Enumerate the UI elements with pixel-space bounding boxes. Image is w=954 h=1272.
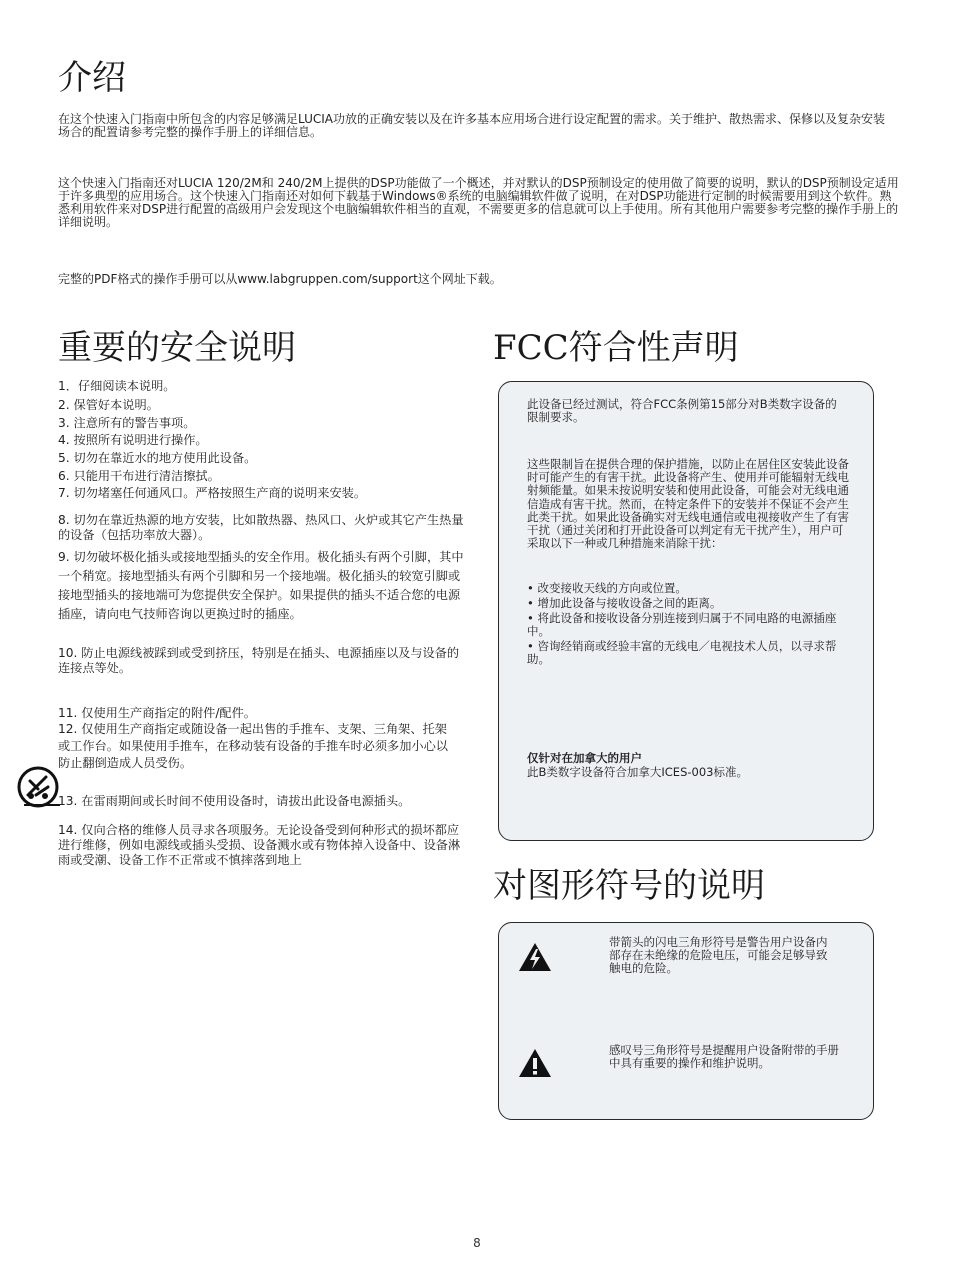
fcc-box xyxy=(498,381,874,841)
symbols-heading: 对图形符号的说明 xyxy=(493,866,765,906)
intro-paragraph-2: 这个快速入门指南还对LUCIA 120/2M和 240/2M上提供的DSP功能做了一个概述，并对默认的DSP预制设定的使用做了简要的说明，默认的DSP预制设定适用于许多典型的应用场合。这个快速入门指南还对如何下载基于Windows®系统的电脑编辑软件做了说明，在对DSP功能进行定制的时候需要用到这个软件。熟悉利用软件来对DSP进行配置的高级用户会发现这个电脑编辑软件相当的直观，不需要更多的信息就可以上手使用。所有其他用户需要参考完整的操作手册上的详细说明。 xyxy=(58,176,899,229)
safety-item-4: 4. 按照所有说明进行操作。 xyxy=(58,433,208,447)
exclamation-triangle-icon xyxy=(517,1047,553,1079)
safety-heading: 重要的安全说明 xyxy=(58,328,296,368)
safety-item-8: 8. 切勿在靠近热源的地方安装，比如散热器、热风口、火炉或其它产生热量的设备（包括功率放大器）。 xyxy=(58,513,464,542)
lightning-symbol-text: 带箭头的闪电三角形符号是警告用户设备内部存在未绝缘的危险电压，可能会足够导致触电的危险。 xyxy=(609,935,828,975)
fcc-bullet-2: • 增加此设备与接收设备之间的距离。 xyxy=(527,596,722,610)
safety-item-11: 11. 仅使用生产商指定的附件/配件。 xyxy=(58,706,256,720)
safety-item-2: 2. 保管好本说明。 xyxy=(58,398,159,412)
intro-heading: 介绍 xyxy=(58,58,126,98)
intro-paragraph-1: 在这个快速入门指南中所包含的内容足够满足LUCIA功放的正确安装以及在许多基本应用场合进行设定配置的需求。关于维护、散热需求、保修以及复杂安装场合的配置请参考完整的操作手册上的详细信息。 xyxy=(58,112,886,139)
fcc-canada-title: 仅针对在加拿大的用户 xyxy=(527,751,642,765)
safety-item-10: 10. 防止电源线被踩到或受到挤压，特别是在插头、电源插座以及与设备的连接点等处。 xyxy=(58,646,460,675)
page-number: 8 xyxy=(473,1236,481,1250)
safety-item-13: 13. 在雷雨期间或长时间不使用设备时，请拔出此设备电源插头。 xyxy=(58,794,411,808)
safety-item-1: 1．仔细阅读本说明。 xyxy=(58,379,176,393)
exclamation-symbol-text: 感叹号三角形符号是提醒用户设备附带的手册中具有重要的操作和维护说明。 xyxy=(609,1043,839,1070)
safety-item-3: 3. 注意所有的警告事项。 xyxy=(58,416,196,430)
fcc-bullet-3: • 将此设备和接收设备分别连接到归属于不同电路的电源插座中。 xyxy=(527,611,837,638)
fcc-bullet-1: • 改变接收天线的方向或位置。 xyxy=(527,581,687,595)
fcc-bullet-list xyxy=(527,582,851,666)
intro-paragraph-3: 完整的PDF格式的操作手册可以从www.labgruppen.com/support这个网址下载。 xyxy=(58,272,502,286)
lightning-triangle-icon xyxy=(517,941,553,973)
fcc-heading: FCC符合性声明 xyxy=(493,328,739,368)
symbols-box xyxy=(498,922,874,1120)
fcc-canada-text: 此B类数字设备符合加拿大ICES-003标准。 xyxy=(527,765,748,779)
fcc-paragraph-2: 这些限制旨在提供合理的保护措施，以防止在居住区安装此设备时可能产生的有害干扰。此设备将产生、使用并可能辐射无线电射频能量。如果未按说明安装和使用此设备，可能会对无线电通信造成有害干扰。然而，在特定条件下的安装并不保证不会产生此类干扰。如果此设备确实对无线电通信或电视接收产生了有害干扰（通过关闭和打开此设备可以判定有无干扰产生），用户可采取以下一种或几种措施来消除干扰： xyxy=(527,457,849,551)
fcc-paragraph-1: 此设备已经过测试，符合FCC条例第15部分对B类数字设备的限制要求。 xyxy=(527,397,837,424)
safety-item-6: 6. 只能用干布进行清洁擦拭。 xyxy=(58,469,220,483)
safety-item-12: 12. 仅使用生产商指定或随设备一起出售的手推车、支架、三角架、托架或工作台。如果使用手推车，在移动装有设备的手推车时必须多加小心以防止翻倒造成人员受伤。 xyxy=(58,722,448,770)
safety-item-5: 5. 切勿在靠近水的地方使用此设备。 xyxy=(58,451,257,465)
safety-item-14: 14. 仅向合格的维修人员寻求各项服务。无论设备受到何种形式的损坏都应进行维修，例如电源线或插头受损、设备溅水或有物体掉入设备中、设备淋雨或受潮、设备工作不正常或不慎摔落到地上 xyxy=(58,823,461,867)
fcc-bullet-4: • 咨询经销商或经验丰富的无线电／电视技术人员，以寻求帮助。 xyxy=(527,639,837,666)
cart-tipover-warning-icon xyxy=(16,765,60,809)
safety-item-7: 7. 切勿堵塞任何通风口。严格按照生产商的说明来安装。 xyxy=(58,486,367,500)
safety-item-9: 9. 切勿破坏极化插头或接地型插头的安全作用。极化插头有两个引脚，其中一个稍宽。接地型插头有两个引脚和另一个接地端。极化插头的较宽引脚或接地型插头的接地端可为您提供安全保护。如果提供的插头不适合您的电源插座，请向电气技师咨询以更换过时的插座。 xyxy=(58,550,464,621)
